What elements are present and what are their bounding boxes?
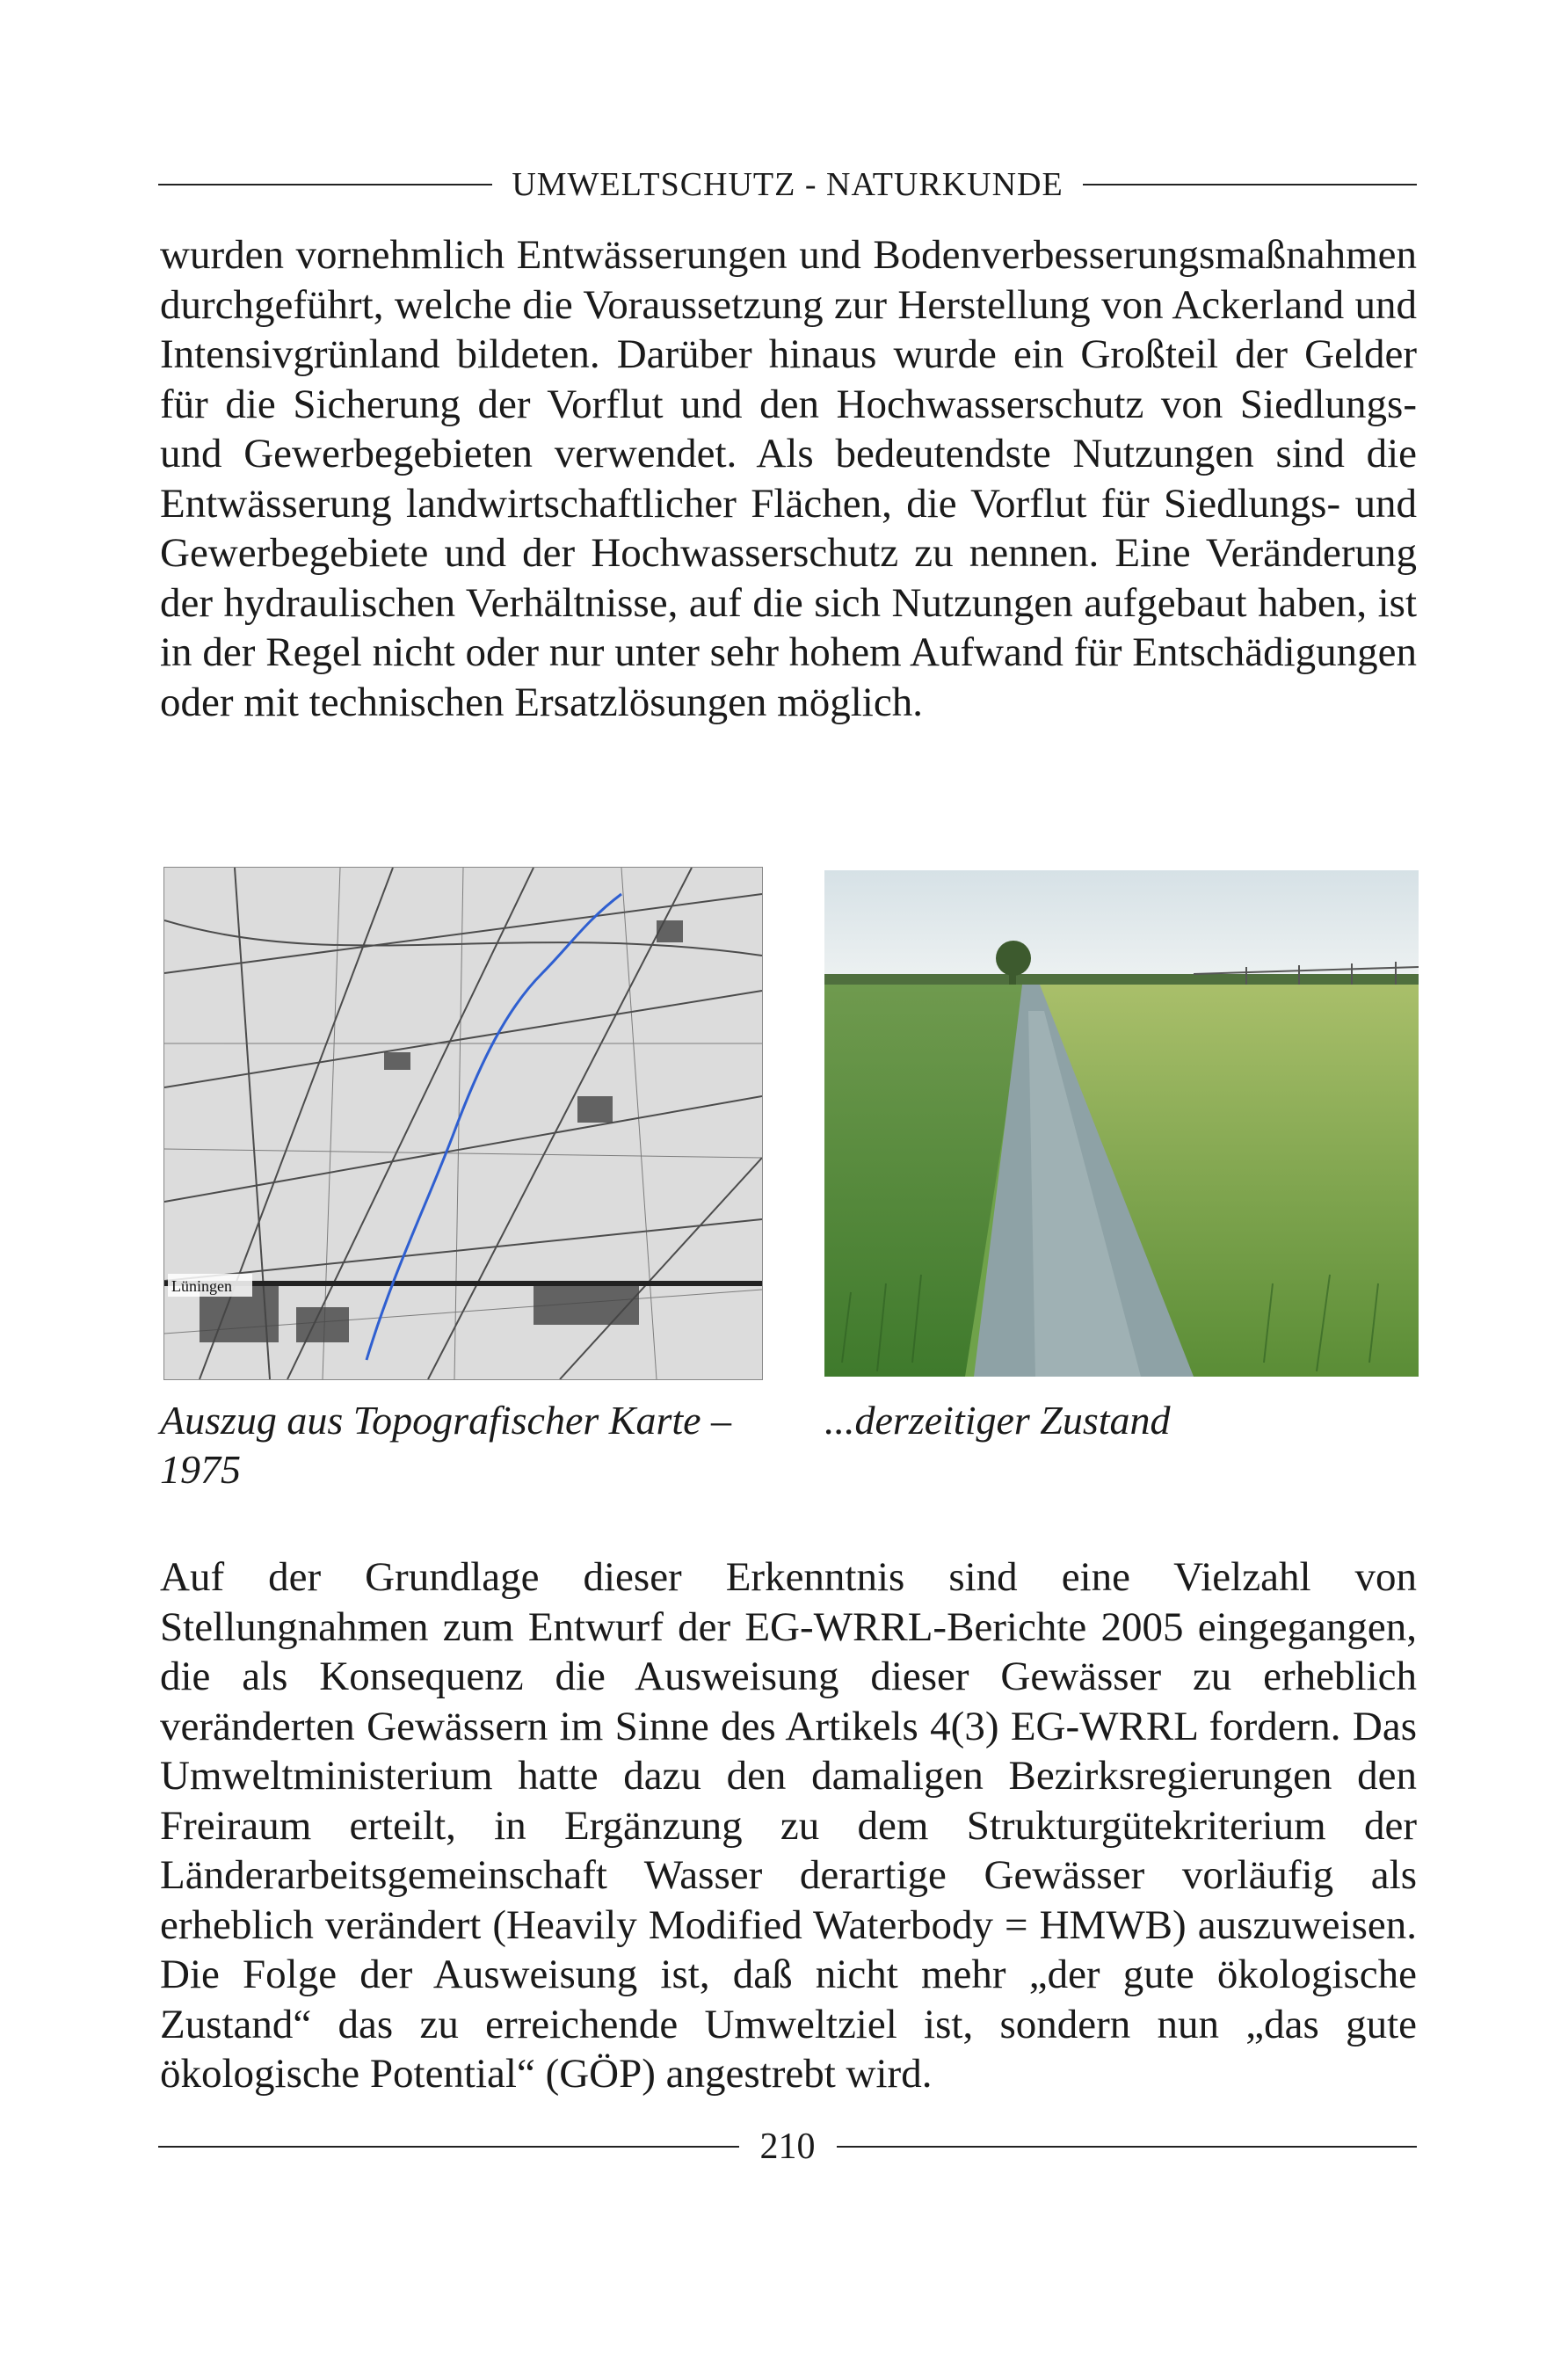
page-number: 210 [759,2126,816,2167]
page-footer [158,2126,1417,2168]
footer-rule-right [837,2146,1418,2148]
ditch-photo-image [824,870,1419,1377]
map-caption: Auszug aus Topografischer Karte – 1975 [160,1398,732,1492]
header-rule-left [158,184,492,185]
photo-caption: ...derzeitiger Zustand [824,1398,1171,1443]
topographic-map-drawing [164,868,762,1379]
body-paragraph-2: Auf der Grundlage dieser Erkenntnis sind eine Vielzahl von Stellungnahmen zum Entwurf der EG-WRRL-Berichte 2005 eingegangen, die als Konsequenz die Ausweisung dieser Gewässer zu erheblich veränderten Gewässern im Sinne des Artikels 4(3) EG-WRRL fordern. Das Umweltministerium hatte dazu den damaligen Bezirksregierungen den Freiraum erteilt, in Ergänzung zu dem Strukturgütekriterium der Länderarbeitsgemeinschaft Wasser derartige Gewässer vorläufig als erheblich verändert (Heavily Modified Waterbody = HMWB) auszuweisen. Die Folge der Ausweisung ist, daß nicht mehr „der gute ökologische Zustand“ das zu erreichende Umweltziel ist, sondern nun „das gute ökologische Potential“ (GÖP) angestrebt wird. [160,1554,1417,2097]
header-title: UMWELTSCHUTZ - NATURKUNDE [512,166,1063,203]
running-header [158,165,1417,204]
map-place-label: Lüningen [171,1277,232,1295]
topographic-map-image [163,867,763,1380]
ditch-photo-drawing [824,870,1419,1377]
header-rule-right [1083,184,1417,185]
body-paragraph-1: wurden vornehmlich Entwässerungen und Bodenverbesserungsmaßnahmen durchgeführt, welche die Voraussetzung zur Herstellung von Ackerland und Intensivgrünland bildeten. Darüber hinaus wurde ein Großteil der Gelder für die Sicherung der Vorflut und den Hochwasserschutz von Siedlungs- und Gewerbegebieten verwendet. Als bedeutendste Nutzungen sind die Entwässerung landwirtschaftlicher Flächen, die Vorflut für Siedlungs- und Gewerbegebiete und der Hochwasserschutz zu nennen. Eine Veränderung der hydraulischen Verhältnisse, auf die sich Nutzungen aufgebaut haben, ist in der Regel nicht oder nur unter sehr hohem Aufwand für Entschädigungen oder mit technischen Ersatzlösungen möglich. [160,232,1417,725]
footer-rule-left [158,2146,739,2148]
